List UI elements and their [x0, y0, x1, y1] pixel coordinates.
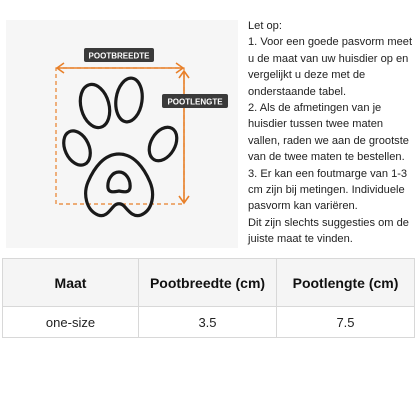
instruction-line: Dit zijn slechts suggesties om de juiste maat te vinden. — [248, 216, 409, 246]
instruction-line: 2. Als de afmetingen van je huisdier tussen twee maten vallen, raden we aan de grootste van de twee maten te bestellen. — [248, 102, 409, 164]
cell-paw-width: 3.5 — [139, 307, 277, 338]
table-header-row — [3, 259, 415, 307]
toe-pad-4 — [144, 122, 183, 165]
length-label: POOTLENGTE — [167, 97, 223, 107]
size-table — [2, 258, 415, 338]
width-arrow — [57, 63, 183, 73]
header-paw-length: Pootlengte (cm) — [277, 259, 415, 307]
instruction-line: 3. Er kan een foutmarge van 1-3 cm zijn bij metingen. Individuele pasvorm kan variëren. — [248, 167, 408, 213]
main-pad-inner — [108, 172, 130, 192]
width-label: POOTBREEDTE — [88, 51, 150, 61]
instruction-line: 1. Voor een goede pasvorm meet u de maat van uw huisdier op en vergelijkt u deze met de onderstaande tabel. — [248, 36, 413, 98]
table-row — [3, 307, 415, 338]
paw-diagram-panel — [6, 20, 238, 248]
header-paw-width: Pootbreedte (cm) — [139, 259, 277, 307]
toe-pad-2 — [113, 76, 145, 123]
paw-diagram — [6, 20, 238, 248]
instruction-line: Let op: — [248, 20, 282, 32]
header-size: Maat — [3, 259, 139, 307]
length-arrow — [179, 71, 189, 203]
toe-pad-1 — [76, 81, 114, 131]
cell-paw-length: 7.5 — [277, 307, 415, 338]
sizing-instructions — [248, 18, 414, 248]
toe-pad-3 — [59, 127, 96, 170]
main-pad — [86, 154, 153, 216]
cell-size: one-size — [3, 307, 139, 338]
